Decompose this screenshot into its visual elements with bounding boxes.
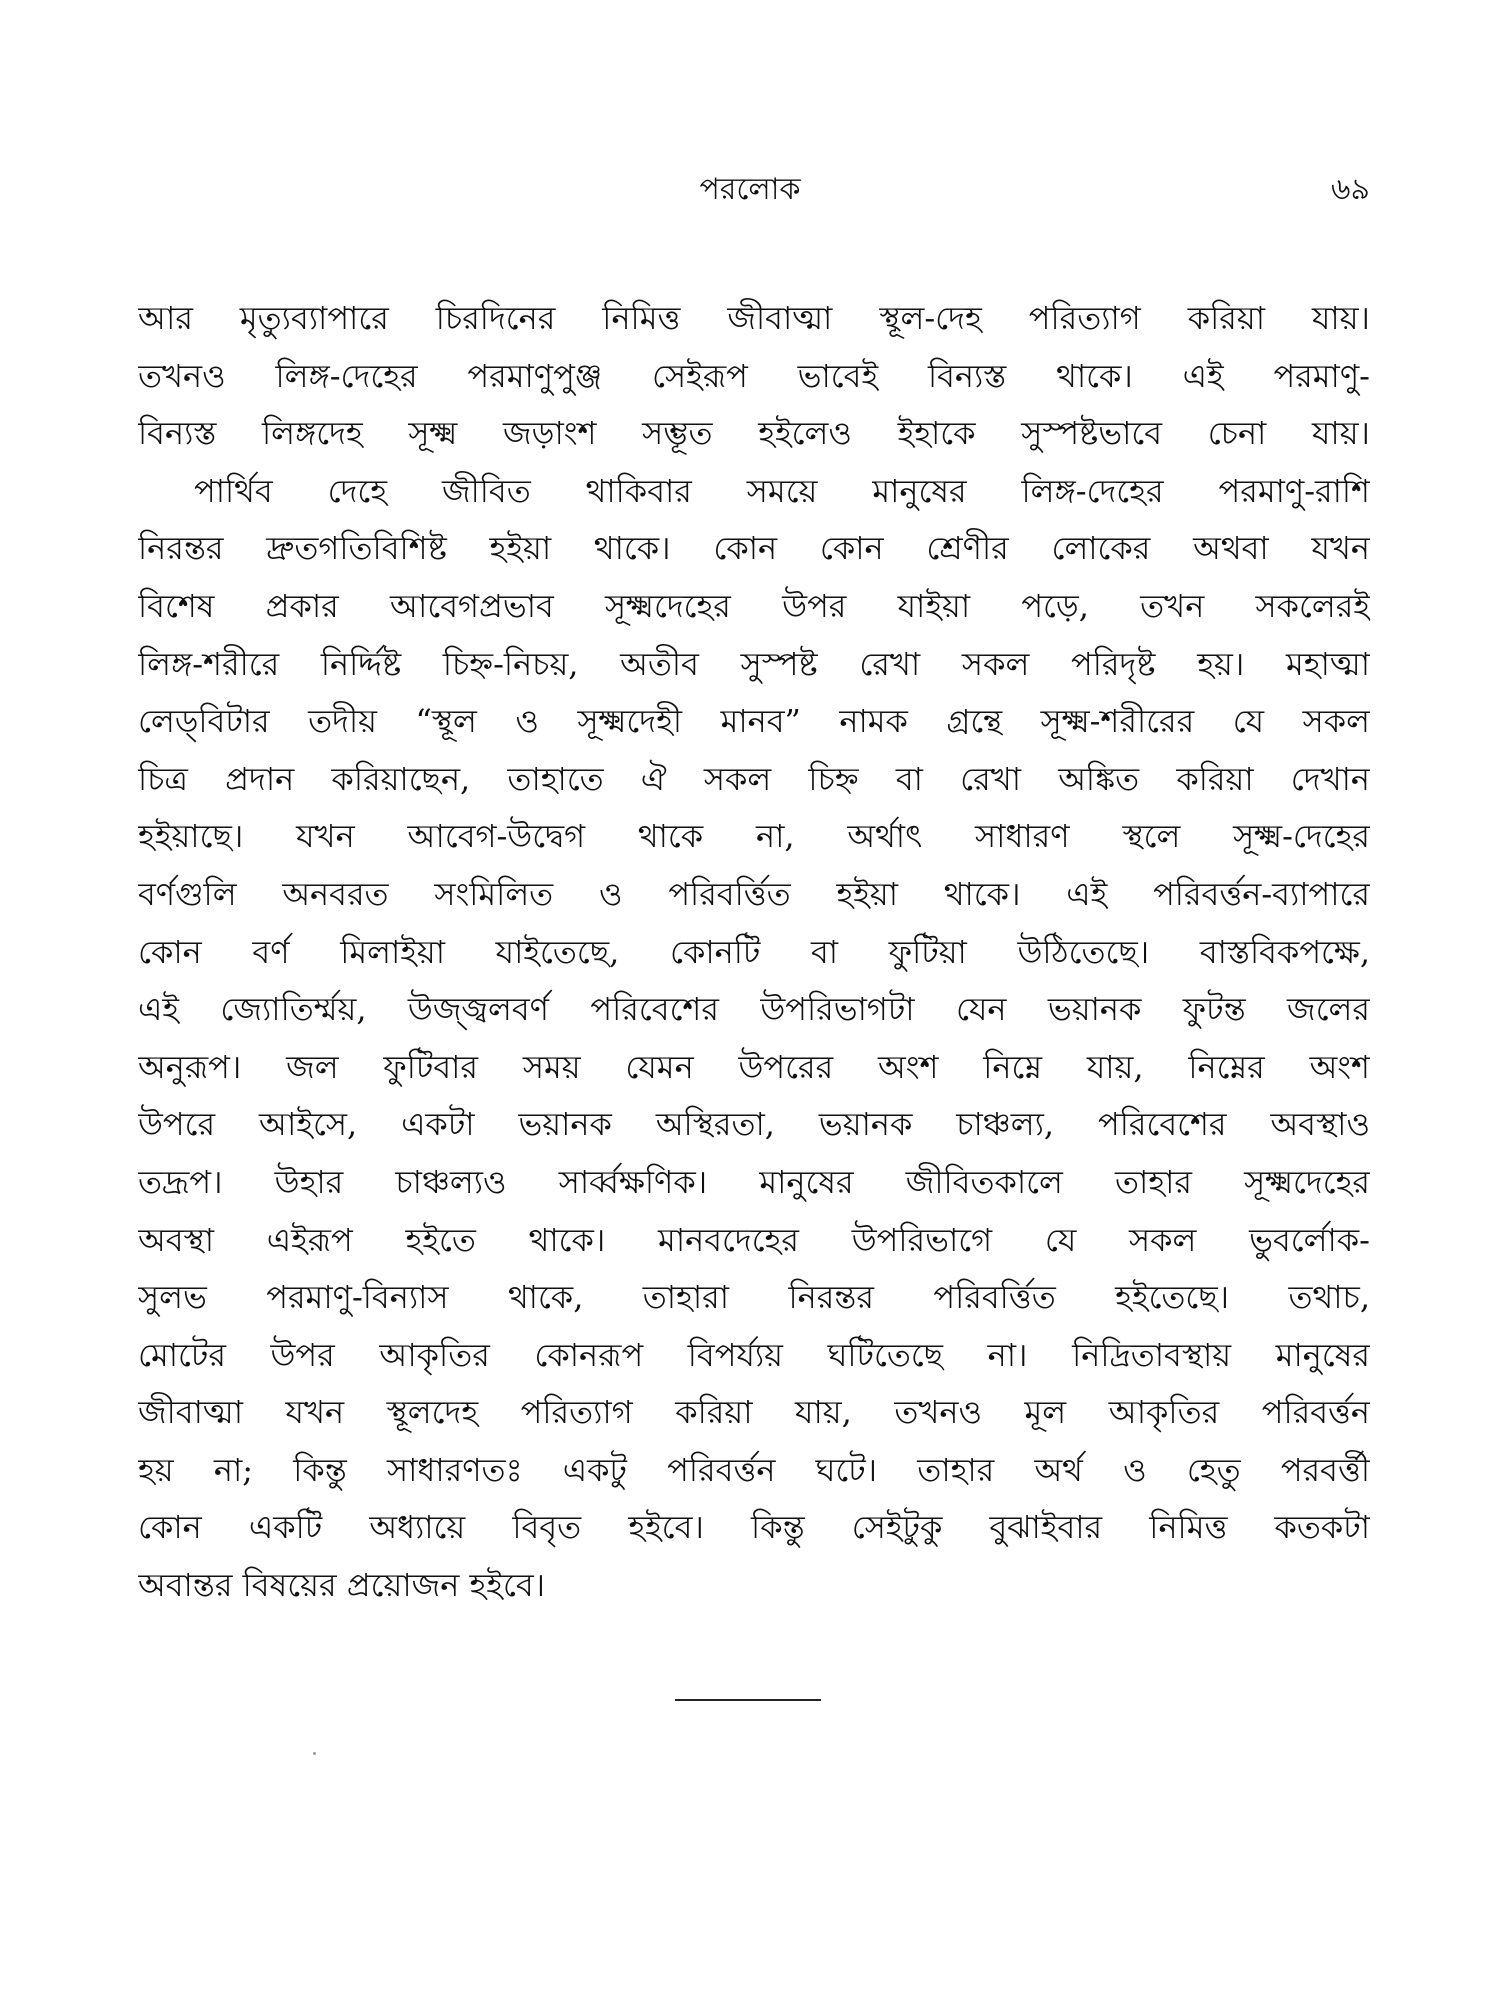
text-line: অনুরূপ। জল ফুটিবার সময় যেমন উপরের অংশ নিম্নে যায়, নিম্নের অংশ <box>138 1047 1370 1086</box>
text-line: অবস্থা এইরূপ হইতে থাকে। মানবদেহের উপরিভাগে যে সকল ভুবর্লোক- <box>138 1220 1370 1259</box>
scan-speck <box>313 1752 316 1755</box>
text-line: সুলভ পরমাণু-বিন্যাস থাকে, তাহারা নিরন্তর পরিবর্ত্তিত হইতেছে। তথাচ, <box>138 1278 1370 1317</box>
text-line: কোন একটি অধ্যায়ে বিবৃত হইবে। কিন্তু সেইটুকু বুঝাইবার নিমিত্ত কতকটা <box>138 1508 1370 1547</box>
paragraph-first-line: পার্থিব দেহে জীবিত থাকিবার সময়ে মানুষের লিঙ্গ-দেহের পরমাণু-রাশি <box>194 471 1370 510</box>
running-title: পরলোক <box>699 172 801 207</box>
text-line: লিঙ্গ-শরীরে নির্দ্দিষ্ট চিহ্ন-নিচয়, অতীব সুস্পষ্ট রেখা সকল পরিদৃষ্ট হয়। মহাত্মা <box>138 644 1370 683</box>
text-line: তখনও লিঙ্গ-দেহের পরমাণুপুঞ্জ সেইরূপ ভাবেই বিন্যস্ত থাকে। এই পরমাণু- <box>138 356 1370 395</box>
text-line: মোটের উপর আকৃতির কোনরূপ বিপর্য্যয় ঘটিতেছে না। নিদ্রিতাবস্থায় মানুষের <box>138 1335 1370 1374</box>
paragraph-last-line: অবান্তর বিষয়ের প্রয়োজন হইবে। <box>138 1566 546 1605</box>
text-line: আর মৃত্যুব্যাপারে চিরদিনের নিমিত্ত জীবাত্মা স্থূল-দেহ পরিত্যাগ করিয়া যায়। <box>138 299 1370 337</box>
body-text <box>138 290 1370 1615</box>
text-line: এই জ্যোতির্ম্ময়, উজ্জ্বলবর্ণ পরিবেশের উপরিভাগটা যেন ভয়ানক ফুটন্ত জলের <box>138 990 1370 1029</box>
text-line: চিত্র প্রদান করিয়াছেন, তাহাতে ঐ সকল চিহ্ন বা রেখা অঙ্কিত করিয়া দেখান <box>138 759 1370 798</box>
page-number: ৬৯ <box>1331 172 1370 207</box>
text-line: নিরন্তর দ্রুতগতিবিশিষ্ট হইয়া থাকে। কোন কোন শ্রেণীর লোকের অথবা যখন <box>138 529 1370 568</box>
text-line: উপরে আইসে, একটা ভয়ানক অস্থিরতা, ভয়ানক চাঞ্চল্য, পরিবেশের অবস্থাও <box>138 1105 1370 1144</box>
text-line: লেড্‌বিটার তদীয় “স্থূল ও সূক্ষ্মদেহী মানব” নামক গ্রন্থে সূক্ষ্ম-শরীরের যে সকল <box>138 702 1370 741</box>
running-head <box>0 168 1500 212</box>
text-line: হয় না; কিন্তু সাধারণতঃ একটু পরিবর্ত্তন ঘটে। তাহার অর্থ ও হেতু পরবর্ত্তী <box>138 1450 1370 1489</box>
text-line: হইয়াছে। যখন আবেগ-উদ্বেগ থাকে না, অর্থাৎ সাধারণ স্থলে সূক্ষ্ম-দেহের <box>138 817 1370 856</box>
text-line: বিন্যস্ত লিঙ্গদেহ সূক্ষ্ম জড়াংশ সম্ভূত হইলেও ইহাকে সুস্পষ্টভাবে চেনা যায়। <box>138 414 1370 453</box>
text-line: বিশেষ প্রকার আবেগপ্রভাব সূক্ষ্মদেহের উপর যাইয়া পড়ে, তখন সকলেরই <box>138 586 1370 625</box>
text-line: তদ্রূপ। উহার চাঞ্চল্যও সার্ব্বক্ষণিক। মানুষের জীবিতকালে তাহার সূক্ষ্মদেহের <box>138 1162 1370 1201</box>
text-line: বর্ণগুলি অনবরত সংমিলিত ও পরিবর্ত্তিত হইয়া থাকে। এই পরিবর্ত্তন-ব্যাপারে <box>138 874 1370 913</box>
text-line: জীবাত্মা যখন স্থূলদেহ পরিত্যাগ করিয়া যায়, তখনও মূল আকৃতির পরিবর্ত্তন <box>138 1393 1370 1432</box>
end-rule <box>675 1699 821 1701</box>
text-line: কোন বর্ণ মিলাইয়া যাইতেছে, কোনটি বা ফুটিয়া উঠিতেছে। বাস্তবিকপক্ষে, <box>138 932 1370 971</box>
